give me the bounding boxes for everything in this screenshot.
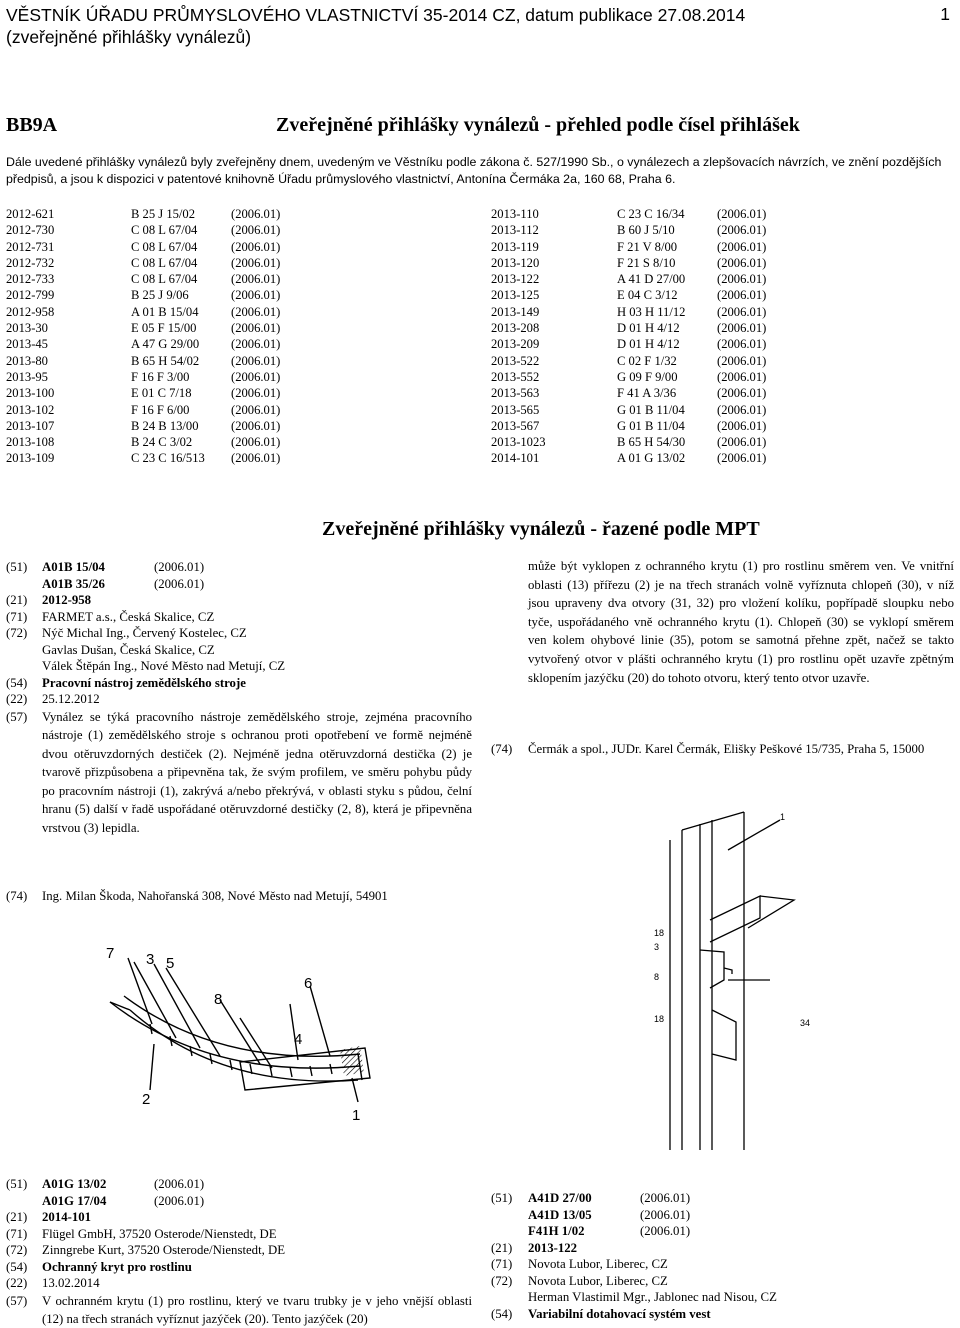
ipc-class: F41H 1/02 xyxy=(528,1224,585,1238)
ipc-class: B 60 J 5/10 xyxy=(617,223,675,238)
ipc-class: A 41 D 27/00 xyxy=(617,272,686,287)
application-number: 2013-95 xyxy=(6,369,48,384)
application-table-right xyxy=(491,206,766,467)
table-row xyxy=(6,271,280,287)
code-54: (54) xyxy=(6,675,28,690)
table-row xyxy=(491,304,766,320)
code-72: (72) xyxy=(6,1243,28,1257)
ipc-version: (2006.01) xyxy=(717,402,767,417)
application-number: 2014-101 xyxy=(491,451,540,466)
ipc-class: H 03 H 11/12 xyxy=(617,304,686,319)
ipc-class: C 08 L 67/04 xyxy=(131,239,198,254)
table-row xyxy=(491,418,766,434)
application-number: 2012-733 xyxy=(6,272,55,287)
table-row xyxy=(491,353,766,369)
table-row xyxy=(491,239,766,255)
ipc-version: (2006.01) xyxy=(154,560,205,574)
ipc-class: B 24 C 3/02 xyxy=(131,435,193,450)
table-row xyxy=(491,336,766,352)
application-number: 2013-1023 xyxy=(491,435,546,450)
ipc-version: (2006.01) xyxy=(231,418,281,433)
table-row xyxy=(491,271,766,287)
ipc-version: (2006.01) xyxy=(231,451,281,466)
application-number: 2012-621 xyxy=(6,207,55,221)
fig-label: 3 xyxy=(654,942,660,952)
application-number: 2013-80 xyxy=(6,353,48,368)
table-row xyxy=(491,255,766,271)
attorney: Čermák a spol., JUDr. Karel Čermák, Elišky Peškové 15/735, Praha 5, 15000 xyxy=(528,742,925,756)
applicant: FARMET a.s., Česká Skalice, CZ xyxy=(42,609,215,624)
code-71: (71) xyxy=(6,1226,28,1241)
page-number: 1 xyxy=(940,4,950,24)
ipc-class: A41D 27/00 xyxy=(528,1191,592,1205)
application-number: 2013-522 xyxy=(491,353,540,368)
table-row xyxy=(491,222,766,238)
ipc-version: (2006.01) xyxy=(640,1207,691,1222)
fig-label: 6 xyxy=(304,975,313,992)
ipc-class: D 01 H 4/12 xyxy=(617,337,680,352)
table-row xyxy=(6,255,280,271)
ipc-class: B 65 H 54/30 xyxy=(617,435,686,450)
code-74: (74) xyxy=(491,742,513,756)
table-row xyxy=(6,239,280,255)
ipc-version: (2006.01) xyxy=(231,402,281,417)
ipc-version: (2006.01) xyxy=(231,353,281,368)
inventor: Nýč Michal Ing., Červený Kostelec, CZ xyxy=(42,626,247,640)
ipc-version: (2006.01) xyxy=(717,435,767,450)
ipc-version: (2006.01) xyxy=(231,337,281,352)
application-number: 2013-122 xyxy=(528,1240,578,1255)
code-57: (57) xyxy=(6,709,28,724)
ipc-version: (2006.01) xyxy=(717,451,767,466)
ipc-class: C 23 C 16/34 xyxy=(617,207,685,221)
application-number: 2013-110 xyxy=(491,207,539,221)
ipc-version: (2006.01) xyxy=(717,386,767,401)
ipc-class: A 47 G 29/00 xyxy=(131,337,200,352)
attorney: Ing. Milan Škoda, Nahořanská 308, Nové Město nad Metují, 54901 xyxy=(42,889,388,903)
fig-label: 8 xyxy=(214,991,223,1008)
figure-protector-drawing xyxy=(640,800,820,1160)
ipc-version: (2006.01) xyxy=(640,1191,691,1205)
section-code: BB9A xyxy=(6,114,58,136)
table-row xyxy=(6,450,280,466)
table-row xyxy=(491,206,766,222)
code-74: (74) xyxy=(6,889,28,903)
record-attorney xyxy=(6,888,472,905)
application-number: 2013-108 xyxy=(6,435,55,450)
ipc-version: (2006.01) xyxy=(231,369,281,384)
abstract: Vynález se týká pracovního nástroje zemědělského stroje, zejména pracovního nástroje (1) zemědělského stroje s ochranou proti opotřebení ve formě nejméně dvou otěruvzdorných destiček (2). Nejméně jedna otěruvzdorná destička (2) je tvarově přizpůsobena a připevněna tak, že svým profilem, ve směru pohybu půdy po pracovním nástroji (1), zakrývá a/nebo překrývá, v oblasti styku s půdou, čelní hranu (5) další v řadě uspořádané otěruvzdorné destičky (2, 8), která je připevněna vrstvou (3) lepidla. xyxy=(42,709,472,836)
ipc-version: (2006.01) xyxy=(717,207,767,221)
application-number: 2013-552 xyxy=(491,369,540,384)
code-72: (72) xyxy=(6,626,28,640)
fig-label: 5 xyxy=(166,955,175,972)
applicant: Novota Lubor, Liberec, CZ xyxy=(528,1257,668,1271)
application-number: 2013-125 xyxy=(491,288,540,303)
code-71: (71) xyxy=(491,1257,513,1271)
ipc-version: (2006.01) xyxy=(717,223,767,238)
table-row xyxy=(491,287,766,303)
ipc-version: (2006.01) xyxy=(231,255,281,270)
table-row xyxy=(6,418,280,434)
ipc-class: A01G 17/04 xyxy=(42,1193,107,1208)
application-number: 2013-45 xyxy=(6,337,48,352)
inventor: Herman Vlastimil Mgr., Jablonec nad Nisou, CZ xyxy=(528,1290,777,1304)
inventor: Zinngrebe Kurt, 37520 Osterode/Nienstedt, DE xyxy=(42,1243,286,1257)
table-row xyxy=(491,434,766,450)
table-row xyxy=(6,206,280,222)
table-row xyxy=(491,385,766,401)
header-line-1: VĚSTNÍK ÚŘADU PRŮMYSLOVÉHO VLASTNICTVÍ 35-2014 CZ, datum publikace 27.08.2014 xyxy=(6,5,746,25)
ipc-version: (2006.01) xyxy=(231,272,281,287)
fig-label: 18 xyxy=(654,928,665,938)
record-2013-122 xyxy=(491,1190,954,1322)
code-21: (21) xyxy=(6,1210,28,1224)
code-72: (72) xyxy=(491,1273,513,1288)
application-number: 2013-567 xyxy=(491,418,540,433)
ipc-class: F 16 F 3/00 xyxy=(131,369,190,384)
record-2012-958 xyxy=(6,559,472,838)
applicant: Flügel GmbH, 37520 Osterode/Nienstedt, DE xyxy=(42,1226,277,1241)
ipc-version: (2006.01) xyxy=(717,369,767,384)
table-row xyxy=(491,320,766,336)
application-number: 2013-100 xyxy=(6,386,55,401)
ipc-version: (2006.01) xyxy=(717,418,767,433)
table-row xyxy=(6,287,280,303)
ipc-version: (2006.01) xyxy=(231,223,281,238)
ipc-class: G 01 B 11/04 xyxy=(617,402,685,417)
abstract: V ochranném krytu (1) pro rostlinu, který ve tvaru trubky je v jeho vnější oblasti (12) na třech stranách vyříznut jazýček (20). Tento jazýček (20) xyxy=(42,1293,472,1326)
ipc-class: A01G 13/02 xyxy=(42,1177,107,1191)
code-21: (21) xyxy=(6,593,28,607)
filing-date: 13.02.2014 xyxy=(42,1276,100,1290)
fig-label: 18 xyxy=(654,1014,665,1024)
ipc-class: G 09 F 9/00 xyxy=(617,369,678,384)
ipc-class: A 01 B 15/04 xyxy=(131,304,199,319)
ipc-version: (2006.01) xyxy=(717,239,767,254)
application-number: 2013-563 xyxy=(491,386,540,401)
ipc-version: (2006.01) xyxy=(717,321,767,336)
application-number: 2013-149 xyxy=(491,304,540,319)
application-number: 2012-731 xyxy=(6,239,55,254)
ipc-class: C 08 L 67/04 xyxy=(131,255,198,270)
ipc-version: (2006.01) xyxy=(717,255,767,270)
code-22: (22) xyxy=(6,1276,28,1290)
code-54: (54) xyxy=(491,1306,513,1321)
ipc-class: A 01 G 13/02 xyxy=(617,451,686,466)
ipc-version: (2006.01) xyxy=(717,353,767,368)
ipc-version: (2006.01) xyxy=(717,337,767,352)
application-number: 2013-102 xyxy=(6,402,55,417)
fig-label: 4 xyxy=(294,1031,303,1048)
ipc-class: G 01 B 11/04 xyxy=(617,418,685,433)
inventor: Válek Štěpán Ing., Nové Město nad Metují, CZ xyxy=(42,659,286,673)
table-row xyxy=(6,222,280,238)
ipc-class: F 21 S 8/10 xyxy=(617,255,676,270)
ipc-class: B 25 J 15/02 xyxy=(131,207,196,221)
code-51: (51) xyxy=(6,560,28,574)
table-row xyxy=(6,336,280,352)
invention-title: Ochranný kryt pro rostlinu xyxy=(42,1259,192,1274)
ipc-class: E 01 C 7/18 xyxy=(131,386,192,401)
ipc-version: (2006.01) xyxy=(717,288,767,303)
ipc-class: A41D 13/05 xyxy=(528,1207,592,1222)
bulletin-header xyxy=(6,4,745,48)
fig-label: 34 xyxy=(800,1018,811,1028)
fig-label: 2 xyxy=(142,1091,151,1108)
abstract-continuation xyxy=(528,557,954,687)
table-row xyxy=(6,304,280,320)
section2-title: Zveřejněné přihlášky vynálezů - řazené podle MPT xyxy=(322,518,760,540)
application-number: 2013-109 xyxy=(6,451,55,466)
ipc-version: (2006.01) xyxy=(640,1224,691,1238)
ipc-class: F 41 A 3/36 xyxy=(617,386,677,401)
table-row xyxy=(6,353,280,369)
application-number: 2014-101 xyxy=(42,1210,92,1224)
ipc-version: (2006.01) xyxy=(154,1193,205,1208)
fig-label: 7 xyxy=(106,945,115,962)
application-number: 2013-209 xyxy=(491,337,540,352)
invention-title: Variabilní dotahovací systém vest xyxy=(528,1306,711,1321)
abstract-text: může být vyklopen z ochranného krytu (1) pro rostlinu směrem ven. Ve vnitřní oblasti (13) přířezu (2) je na třech stranách volně vyříznuta chlopeň (30), v níž jsou upraveny dva otvory (31, 32) pro vložení kolíku, popřípadě sloupku nebo tyče, uspořádaného vně ochranného krytu (1). Chlopeň (30) se vyklopí směrem ven kolem ohybové linie (35), potom se samotná přehne zpět, načež se takto vytvořený otvor v plášti ochranného krytu (1) pro rostlinu opět uzavře zpětným sklopením jazýčku (20) do tohoto otvoru, který tento otvor uzavře. xyxy=(528,559,954,685)
intro-paragraph: Dále uvedené přihlášky vynálezů byly zveřejněny dnem, uvedeným ve Věstníku podle zákona č. 527/1990 Sb., o vynálezech a zlepšovacích návrzích, ve znění pozdějších předpisů, a jsou k dispozici v patentové knihovně Úřadu průmyslového vlastnictví, Antonína Čermáka 2a, 160 68, Praha 6. xyxy=(6,155,942,186)
table-row xyxy=(491,369,766,385)
fig-label: 1 xyxy=(780,812,786,822)
application-number: 2013-30 xyxy=(6,321,48,336)
table-row xyxy=(491,402,766,418)
ipc-class: F 16 F 6/00 xyxy=(131,402,190,417)
ipc-class: C 08 L 67/04 xyxy=(131,223,198,238)
inventor: Novota Lubor, Liberec, CZ xyxy=(528,1273,668,1288)
code-51: (51) xyxy=(491,1191,513,1205)
ipc-class: C 08 L 67/04 xyxy=(131,272,198,287)
ipc-version: (2006.01) xyxy=(231,321,281,336)
application-number: 2013-208 xyxy=(491,321,540,336)
inventor: Gavlas Dušan, Česká Skalice, CZ xyxy=(42,642,215,657)
table-row xyxy=(6,434,280,450)
application-number: 2013-120 xyxy=(491,255,540,270)
code-54: (54) xyxy=(6,1259,28,1274)
ipc-version: (2006.01) xyxy=(154,576,205,591)
code-71: (71) xyxy=(6,609,28,624)
ipc-class: D 01 H 4/12 xyxy=(617,321,680,336)
fig-label: 8 xyxy=(654,972,660,982)
header-line-2: (zveřejněné přihlášky vynálezů) xyxy=(6,27,252,47)
ipc-version: (2006.01) xyxy=(231,304,281,319)
table-row xyxy=(6,320,280,336)
application-number: 2013-565 xyxy=(491,402,540,417)
application-number: 2013-112 xyxy=(491,223,539,238)
table-row xyxy=(491,450,766,466)
ipc-class: E 05 F 15/00 xyxy=(131,321,197,336)
section-title: Zveřejněné přihlášky vynálezů - přehled podle čísel přihlášek xyxy=(276,114,800,136)
code-57: (57) xyxy=(6,1293,28,1308)
ipc-version: (2006.01) xyxy=(231,386,281,401)
application-table-left xyxy=(6,206,280,467)
ipc-version: (2006.01) xyxy=(231,435,281,450)
ipc-class: A01B 15/04 xyxy=(42,560,105,574)
application-number: 2013-107 xyxy=(6,418,55,433)
figure-tool-drawing xyxy=(90,930,400,1130)
application-number: 2012-799 xyxy=(6,288,55,303)
table-row xyxy=(6,402,280,418)
fig-label: 3 xyxy=(146,951,155,968)
ipc-class: B 24 B 13/00 xyxy=(131,418,199,433)
invention-title: Pracovní nástroj zemědělského stroje xyxy=(42,675,246,690)
ipc-version: (2006.01) xyxy=(231,207,281,221)
record-attorney-2 xyxy=(491,741,954,758)
ipc-version: (2006.01) xyxy=(717,304,767,319)
ipc-class: E 04 C 3/12 xyxy=(617,288,678,303)
fig-label: 1 xyxy=(352,1107,361,1124)
table-row xyxy=(6,369,280,385)
application-number: 2012-958 xyxy=(42,593,92,607)
code-21: (21) xyxy=(491,1240,513,1255)
ipc-version: (2006.01) xyxy=(231,239,281,254)
ipc-class: C 23 C 16/513 xyxy=(131,451,205,466)
application-number: 2013-122 xyxy=(491,272,540,287)
application-number: 2013-119 xyxy=(491,239,539,254)
application-number: 2012-732 xyxy=(6,255,55,270)
ipc-class: A01B 35/26 xyxy=(42,576,105,591)
filing-date: 25.12.2012 xyxy=(42,692,100,706)
ipc-class: C 02 F 1/32 xyxy=(617,353,677,368)
ipc-class: B 25 J 9/06 xyxy=(131,288,189,303)
ipc-class: F 21 V 8/00 xyxy=(617,239,678,254)
application-number: 2012-730 xyxy=(6,223,55,238)
code-51: (51) xyxy=(6,1177,28,1191)
table-row xyxy=(6,385,280,401)
ipc-version: (2006.01) xyxy=(717,272,767,287)
ipc-version: (2006.01) xyxy=(154,1177,205,1191)
code-22: (22) xyxy=(6,692,28,706)
ipc-version: (2006.01) xyxy=(231,288,281,303)
application-number: 2012-958 xyxy=(6,304,55,319)
record-2014-101 xyxy=(6,1176,472,1328)
ipc-class: B 65 H 54/02 xyxy=(131,353,200,368)
